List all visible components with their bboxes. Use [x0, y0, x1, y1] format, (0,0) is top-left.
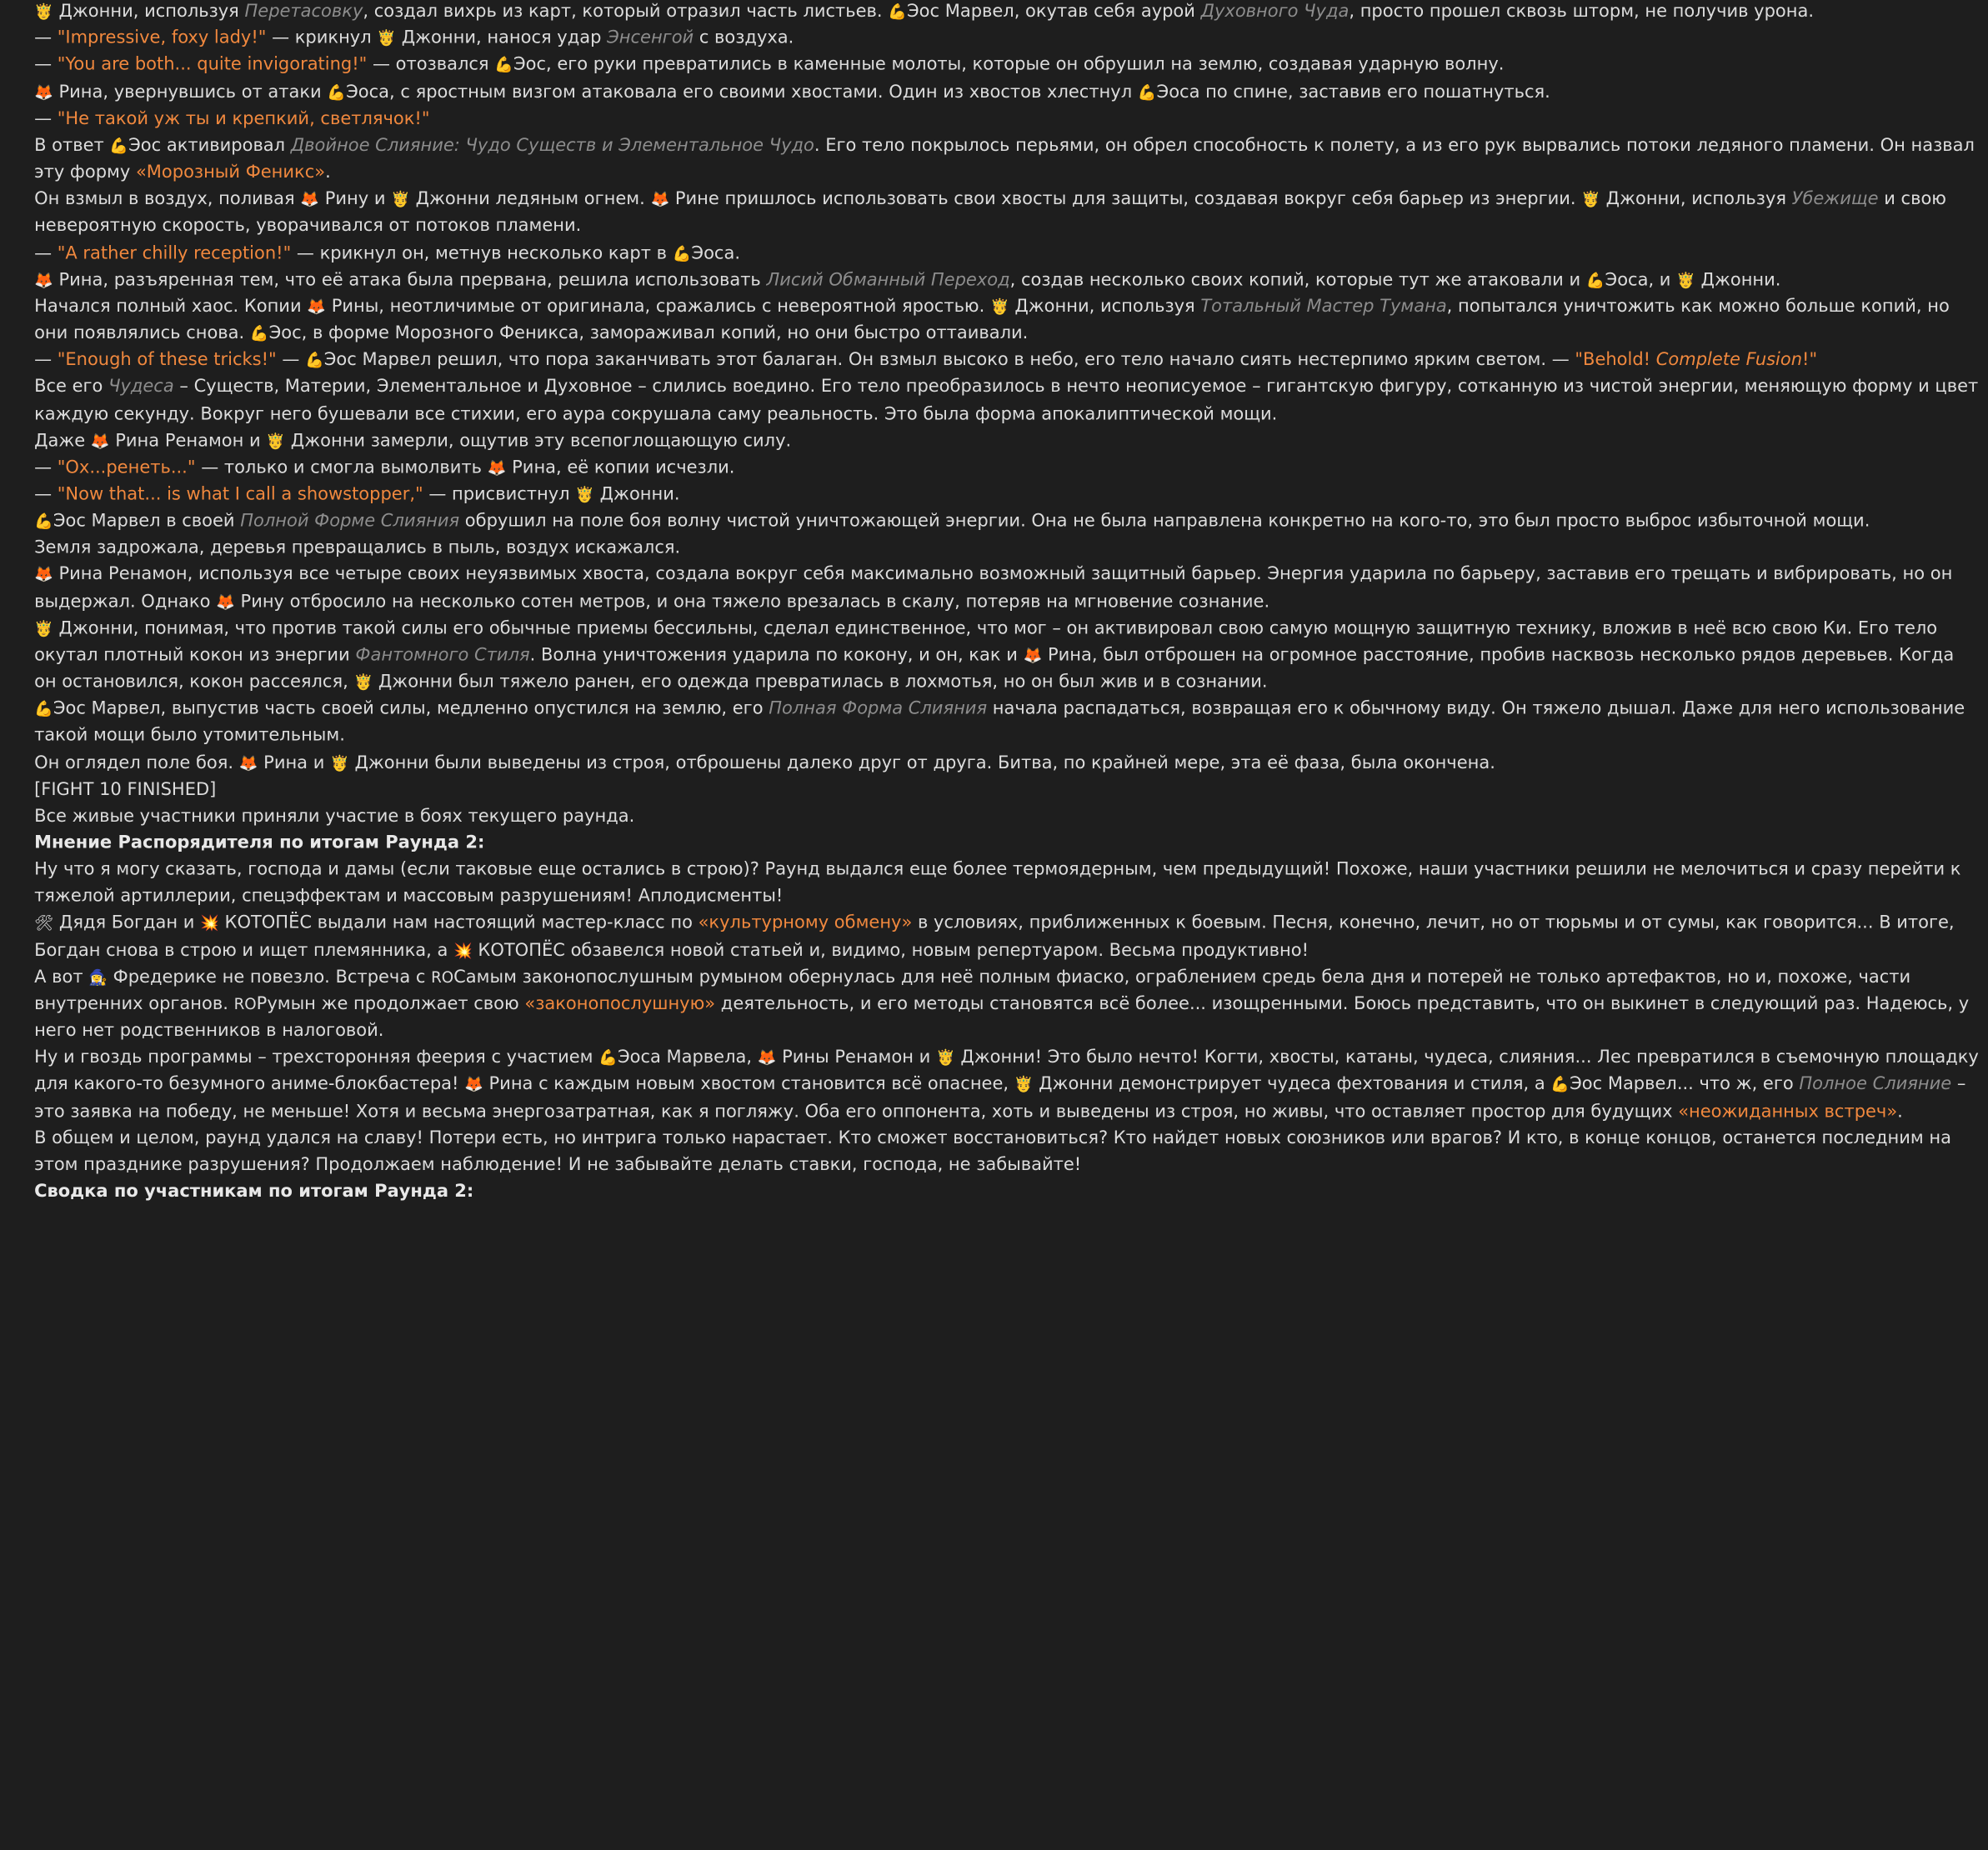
- character-emoji-icon: 💥: [453, 941, 473, 960]
- text-run: Ну что я могу сказать, господа и дамы (если таковые еще остались в строю)? Раунд выдался еще более термоядерным, чем предыдущий! Похоже, наши участники решили не мелочиться и сразу перейти к тяжелой артиллерии, спецэффектам и массовым разрушениям! Аплодисменты!: [34, 859, 1961, 908]
- technique-name: Духовного Чуда: [1200, 1, 1350, 22]
- text-run: обрушил на поле боя волну чистой уничтожающей энергии. Она не была направлена конкретно на кого-то, это был просто выброс избыточной мощи.: [459, 511, 1870, 532]
- character-emoji-icon: 🦊: [464, 1075, 483, 1093]
- text-line: [34, 428, 1980, 455]
- text-run: Джонни были выведены из строя, отброшены далеко друг от друга. Битва, по крайней мере, эта её фаза, была окончена.: [348, 752, 1495, 773]
- text-run: — только и смогла вымолвить: [195, 457, 488, 478]
- text-run: Эос Марвел... что ж, его: [1570, 1074, 1800, 1095]
- character-emoji-icon: 💪: [1137, 82, 1157, 102]
- text-run: Эоса.: [691, 242, 741, 263]
- text-run: —: [34, 350, 58, 371]
- text-run: Он взмыл в воздух, поливая: [34, 189, 301, 210]
- text-line: [34, 697, 1980, 750]
- text-run: , создал вихрь из карт, который отразил часть листьев.: [363, 1, 889, 22]
- text-line: [34, 455, 1980, 482]
- text-line: [34, 1125, 1980, 1178]
- text-run: Рина и: [258, 752, 331, 773]
- text-run: Эос Марвел, окутав себя аурой: [907, 1, 1201, 22]
- character-emoji-icon: 🤴: [989, 298, 1009, 316]
- highlight-text: «культурному обмену»: [698, 913, 913, 934]
- text-line: [34, 964, 1980, 1045]
- text-line: [34, 911, 1980, 964]
- text-run: Джонни.: [593, 484, 680, 505]
- character-emoji-icon: 💪: [34, 512, 53, 531]
- character-emoji-icon: 🦊: [216, 592, 235, 611]
- text-run: Эос Марвел в своей: [53, 511, 241, 532]
- quote-text: "Enough of these tricks!": [57, 350, 277, 371]
- character-emoji-icon: 💪: [1585, 271, 1605, 289]
- text-run: —: [34, 457, 58, 478]
- text-run: Рина, был отброшен на огромное расстояние, пробив насквозь несколько рядов деревьев. Когда он остановился, кокон рассеялся,: [34, 645, 1955, 692]
- text-run: Эос активировал: [128, 135, 291, 157]
- text-line: [34, 508, 1980, 535]
- text-run: Все живые участники приняли участие в боях текущего раунда.: [34, 806, 635, 827]
- text-run: , попытался уничтожить как можно больше копий, но они появлялись снова.: [34, 296, 1950, 344]
- text-run: Эоса по спине, заставив его пошатнуться.: [1156, 82, 1550, 102]
- text-run: Джонни, используя: [1009, 296, 1201, 318]
- quote-text: "Ох...ренеть...": [57, 457, 196, 478]
- technique-name: Полной Форме Слияния: [240, 511, 460, 532]
- text-line: [34, 803, 1980, 830]
- text-run: .: [1897, 1101, 1903, 1122]
- text-run: —: [34, 55, 58, 76]
- text-run: Рина Ренамон, используя все четыре своих неуязвимых хвоста, создала вокруг себя максимально возможный защитный барьер. Энергия ударила по барьеру, заставив его трещать и вибрировать, но он выдержал. Однако: [34, 564, 1953, 612]
- text-run: Рина с каждым новым хвостом становится всё опаснее,: [483, 1074, 1014, 1095]
- text-run: Джонни замерли, ощутив эту всепоглощающую силу.: [285, 430, 792, 452]
- story-text: [34, 0, 1980, 1206]
- text-run: Рина, увернувшись от атаки: [53, 82, 328, 102]
- text-run: Джонни.: [1695, 269, 1781, 290]
- technique-name: Чудеса: [108, 377, 174, 398]
- text-run: — крикнул: [266, 28, 378, 49]
- character-emoji-icon: RO: [431, 968, 454, 987]
- text-run: Ну и гвоздь программы – трехсторонняя феерия с участием: [34, 1047, 599, 1068]
- character-emoji-icon: 💪: [598, 1048, 618, 1067]
- technique-name: Убежище: [1791, 189, 1879, 210]
- text-run: Эоса, с яростным визгом атаковала его своими хвостами. Один из хвостов хлестнул: [346, 82, 1138, 102]
- character-emoji-icon: 🧙‍♀️: [88, 968, 108, 987]
- text-line: [34, 1179, 1980, 1206]
- character-emoji-icon: 🤴: [353, 672, 373, 692]
- text-run: Эос, его руки превратились в каменные молоты, которые он обрушил на землю, создавая ударную волну.: [513, 55, 1505, 76]
- text-run: — отозвался: [367, 55, 495, 76]
- technique-name: Полная Форма Слияния: [769, 698, 988, 719]
- character-emoji-icon: 💪: [1550, 1075, 1570, 1093]
- text-line: [34, 750, 1980, 777]
- text-line: [34, 858, 1980, 911]
- character-emoji-icon: 🦊: [238, 753, 258, 772]
- text-line: [34, 535, 1980, 562]
- quote-text: Complete Fusion: [1655, 350, 1803, 371]
- text-run: Рина Ренамон и: [109, 430, 267, 452]
- text-line: [34, 1045, 1980, 1126]
- text-run: , просто прошел сквозь шторм, не получив урона.: [1349, 1, 1815, 22]
- text-run: Фредерике не повезло. Встреча с: [107, 967, 432, 988]
- text-run: . Его тело покрылось перьями, он обрел способность к полету, а из его рук вырвались потоки ледяного пламени. Он назвал эту форму: [34, 135, 1975, 183]
- technique-name: Энсенгой: [607, 28, 694, 49]
- text-line: [34, 777, 1980, 803]
- text-run: — присвистнул: [423, 484, 576, 505]
- text-run: – Существ, Материи, Элементальное и Духовное – слились воедино. Его тело преобразилось в нечто неописуемое – гигантскую фигуру, сотканную из чистой энергии, меняющую форму и цвет каждую секунду. Вокруг него бушевали все стихии, его аура сокрушала саму реальность. Это была форма апокалиптической мощи.: [34, 377, 1979, 424]
- text-run: Джонни был тяжело ранен, его одежда превратилась в лохмотья, но он был жив и в сознании.: [373, 672, 1268, 692]
- text-run: Джонни, нанося удар: [396, 28, 608, 49]
- text-line: [34, 79, 1980, 106]
- character-emoji-icon: 🤴: [391, 190, 410, 208]
- text-line: [34, 482, 1980, 508]
- text-line: [34, 240, 1980, 267]
- character-emoji-icon: 💪: [672, 243, 692, 262]
- text-run: Все его: [34, 377, 109, 398]
- text-line: [34, 52, 1980, 79]
- character-emoji-icon: 🤴: [34, 2, 53, 21]
- character-emoji-icon: 🦊: [757, 1048, 777, 1067]
- character-emoji-icon: 🦊: [34, 271, 53, 289]
- highlight-text: «Морозный Феникс»: [135, 162, 326, 183]
- quote-text: "Now that... is what I call a showstopper,": [57, 484, 423, 505]
- character-emoji-icon: 💪: [109, 137, 129, 155]
- text-run: В ответ: [34, 135, 110, 157]
- text-run: Джонни ледяным огнем.: [409, 189, 651, 210]
- highlight-text: «неожиданных встреч»: [1678, 1101, 1898, 1122]
- technique-name: Перетасовку: [244, 1, 363, 22]
- text-run: Эоса Марвела,: [617, 1047, 758, 1068]
- quote-text: !": [1802, 350, 1818, 371]
- character-emoji-icon: 💪: [327, 82, 347, 102]
- character-emoji-icon: 🛠: [34, 914, 54, 932]
- text-run: —: [276, 350, 306, 371]
- text-run: деятельность, и его методы становятся всё более... изощренными. Боюсь представить, что он выкинет в следующий раз. Надеюсь, у него нет родственников в налоговой.: [34, 993, 1970, 1042]
- text-run: Румын же продолжает свою: [256, 993, 525, 1014]
- text-run: — крикнул он, метнув несколько карт в: [291, 242, 673, 263]
- quote-text: "A rather chilly reception!": [57, 242, 292, 263]
- text-run: – это заявка на победу, не меньше! Хотя и весьма энергозатратная, как я погляжу. Оба его оппонента, хоть и выведены из строя, но живы, что оставляет простор для будущих: [34, 1074, 1966, 1122]
- text-run: Рину и: [319, 189, 392, 210]
- text-run: —: [34, 242, 58, 263]
- text-run: Рина, разъяренная тем, что её атака была прервана, решила использовать: [53, 269, 767, 290]
- text-run: Дядя Богдан и: [53, 913, 201, 934]
- quote-text: "Не такой уж ты и крепкий, светлячок!": [57, 108, 430, 129]
- character-emoji-icon: 💪: [494, 56, 513, 74]
- text-run: Земля задрожала, деревья превращались в пыль, воздух искажался.: [34, 538, 681, 558]
- text-run: В общем и целом, раунд удался на славу! Потери есть, но интрига только нарастает. Кто сможет восстановиться? Кто найдет новых союзников или врагов? И кто, в конце концов, останется последним на этом празднике разрушения? Продолжаем наблюдение! И не забывайте делать ставки, господа, не забывайте!: [34, 1128, 1951, 1176]
- text-run: КОТОПЁС обзавелся новой статьей и, видимо, новым репертуаром. Весьма продуктивно!: [472, 940, 1309, 961]
- quote-text: "You are both... quite invigorating!": [57, 55, 368, 76]
- text-line: [34, 133, 1980, 187]
- text-run: в условиях, приближенных к боевым. Песня, конечно, лечит, но от тюрьмы и от сумы, как говорится... В итоге, Богдан снова в строю и ищет племянника, а: [34, 913, 1955, 961]
- character-emoji-icon: 🦊: [300, 190, 320, 208]
- text-run: . Волна уничтожения ударила по кокону, и он, как и: [529, 645, 1024, 666]
- technique-name: Лисий Обманный Переход: [766, 269, 1010, 290]
- text-line: [34, 268, 1980, 294]
- section-heading: Сводка по участникам по итогам Раунда 2:: [34, 1181, 474, 1202]
- text-run: Эос Марвел, выпустив часть своей силы, медленно опустился на землю, его: [53, 698, 769, 719]
- character-emoji-icon: 🦊: [487, 458, 507, 477]
- text-run: Самым законопослушным румыном обернулась для неё полным фиаско, ограблением средь бела дня и потерей не только артефактов, но и, похоже, части внутренних органов.: [34, 967, 1911, 1014]
- technique-name: Двойное Слияние: Чудо Существ и Элементальное Чудо: [290, 135, 814, 157]
- text-line: [34, 616, 1980, 697]
- text-line: [34, 187, 1980, 240]
- character-emoji-icon: 🤴: [34, 619, 53, 638]
- text-run: Рину отбросило на несколько сотен метров, и она тяжело врезалась в скалу, потеряв на мгновение сознание.: [234, 591, 1270, 612]
- text-run: КОТОПЁС выдали нам настоящий мастер-класс по: [218, 913, 699, 934]
- character-emoji-icon: 🦊: [650, 190, 670, 208]
- character-emoji-icon: 🤴: [1014, 1075, 1034, 1093]
- highlight-text: «законопослушную»: [524, 993, 716, 1014]
- quote-text: "Behold!: [1575, 350, 1656, 371]
- text-run: Начался полный хаос. Копии: [34, 296, 308, 318]
- text-run: Джонни демонстрирует чудеса фехтования и стиля, а: [1033, 1074, 1551, 1095]
- text-run: —: [34, 484, 58, 505]
- text-run: Рины, неотличимые от оригинала, сражались с невероятной яростью.: [326, 296, 990, 318]
- text-run: А вот: [34, 967, 89, 988]
- technique-name: Тотальный Мастер Тумана: [1200, 296, 1447, 318]
- text-run: Эоса, и: [1605, 269, 1677, 290]
- character-emoji-icon: 💪: [34, 700, 53, 718]
- text-run: Он оглядел поле боя.: [34, 752, 239, 773]
- text-run: Рине пришлось использовать свои хвосты для защиты, создавая вокруг себя барьер из энергии.: [669, 189, 1582, 210]
- character-emoji-icon: 💪: [888, 2, 908, 21]
- character-emoji-icon: 🦊: [34, 82, 53, 102]
- text-line: [34, 106, 1980, 132]
- character-emoji-icon: 🤴: [266, 432, 286, 450]
- text-line: [34, 0, 1980, 26]
- text-run: Эос Марвел решил, что пора заканчивать этот балаган. Он взмыл высоко в небо, его тело начало сиять нестерпимо ярким светом. —: [323, 350, 1575, 371]
- quote-text: "Impressive, foxy lady!": [57, 28, 267, 49]
- text-run: , создав несколько своих копий, которые тут же атаковали и: [1009, 269, 1586, 290]
- character-emoji-icon: 💥: [200, 914, 219, 932]
- text-run: начала распадаться, возвращая его к обычному виду. Он тяжело дышал. Даже для него использование такой мощи было утомительным.: [34, 698, 1965, 747]
- text-line: [34, 374, 1980, 428]
- technique-name: Полное Слияние: [1799, 1074, 1952, 1095]
- text-run: —: [34, 108, 58, 129]
- text-run: с воздуха.: [694, 28, 794, 49]
- character-emoji-icon: 🤴: [1676, 271, 1695, 289]
- text-run: Джонни, используя: [1600, 189, 1792, 210]
- character-emoji-icon: 🤴: [575, 485, 594, 503]
- character-emoji-icon: 🤴: [377, 29, 397, 48]
- character-emoji-icon: 🦊: [34, 566, 53, 584]
- character-emoji-icon: 🤴: [1581, 190, 1600, 208]
- text-line: [34, 348, 1980, 374]
- text-line: [34, 294, 1980, 348]
- text-run: Джонни! Это было нечто! Когти, хвосты, катаны, чудеса, слияния... Лес превратился в съемочную площадку для какого-то безумного аниме-блокбастера!: [34, 1047, 1979, 1095]
- text-run: Рина, её копии исчезли.: [506, 457, 735, 478]
- section-heading: Мнение Распорядителя по итогам Раунда 2:: [34, 832, 485, 853]
- text-run: [FIGHT 10 FINISHED]: [34, 779, 217, 800]
- character-emoji-icon: 🦊: [307, 298, 327, 316]
- text-line: [34, 562, 1980, 616]
- text-run: Джонни, понимая, что против такой силы его обычные приемы бессильны, сделал единственное, что мог – он активировал свою самую мощную защитную технику, вложив в неё всю свою Ки. Его тело окутал плотный кокон из энергии: [34, 618, 1938, 666]
- text-run: Даже: [34, 430, 91, 452]
- text-line: [34, 26, 1980, 52]
- character-emoji-icon: 💪: [305, 351, 324, 369]
- technique-name: Фантомного Стиля: [355, 645, 530, 666]
- text-run: Рины Ренамон и: [776, 1047, 936, 1068]
- character-emoji-icon: 🤴: [330, 753, 349, 772]
- character-emoji-icon: 🤴: [935, 1048, 955, 1067]
- text-run: и свою невероятную скорость, уворачивался от потоков пламени.: [34, 189, 1946, 237]
- character-emoji-icon: RO: [233, 995, 257, 1013]
- character-emoji-icon: 🦊: [1023, 646, 1043, 665]
- text-run: .: [325, 162, 331, 183]
- text-run: Джонни, используя: [53, 1, 245, 22]
- text-run: —: [34, 28, 58, 49]
- character-emoji-icon: 🦊: [90, 432, 110, 450]
- text-run: Эос, в форме Морозного Феникса, замораживал копий, но они быстро оттаивали.: [268, 322, 1029, 344]
- character-emoji-icon: 💪: [249, 324, 269, 342]
- text-line: [34, 830, 1980, 857]
